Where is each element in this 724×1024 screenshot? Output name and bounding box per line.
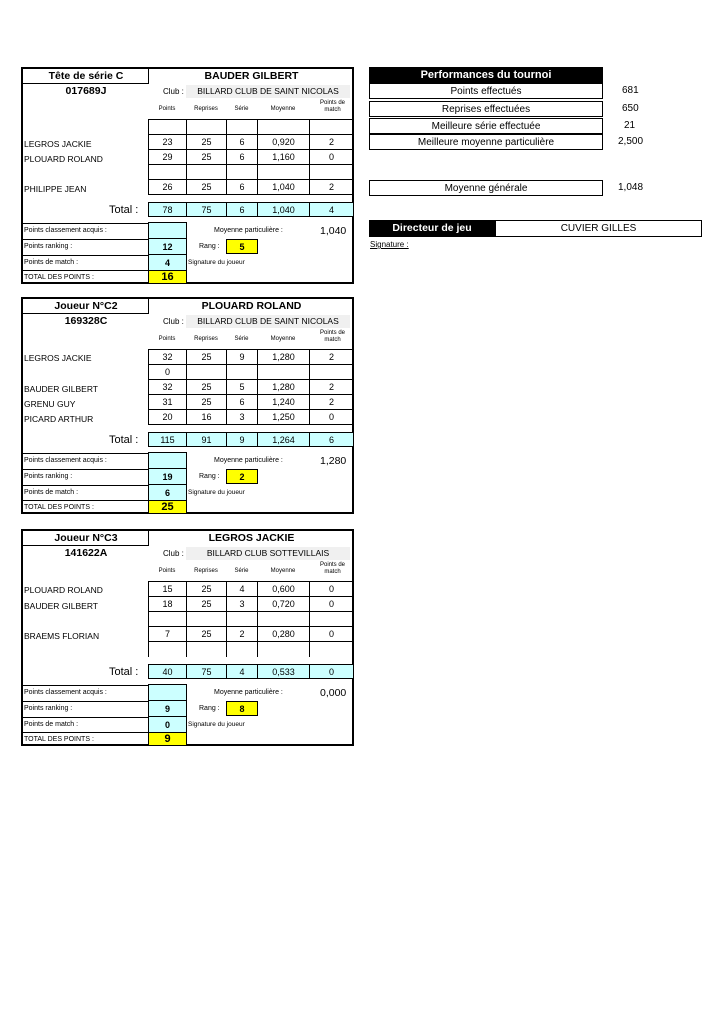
- player-card-3: [21, 529, 354, 746]
- total-serie: 9: [226, 432, 258, 447]
- row-5-name: PICARD ARTHUR: [24, 414, 94, 424]
- card-player-id: 141622A: [64, 547, 108, 559]
- club-label: Club :: [163, 549, 184, 558]
- label-total-points: TOTAL DES POINTS :: [24, 736, 94, 743]
- meilleure-moyenne-label: Meilleure moyenne particulière: [369, 134, 603, 150]
- row-4-serie: 6: [226, 394, 258, 410]
- meilleure-serie-label: Meilleure série effectuée: [369, 118, 603, 134]
- points-match-box: 0: [148, 716, 187, 733]
- col-header-points: Points: [158, 568, 176, 574]
- row-4-serie: 2: [226, 626, 258, 642]
- meilleure-serie-value: 21: [624, 120, 636, 131]
- points-classement-box: [148, 684, 187, 701]
- rang-box: 8: [226, 701, 258, 716]
- row-5-points-match: 2: [309, 179, 354, 195]
- row-4-moyenne: 1,240: [257, 394, 310, 410]
- row-5-reprises: 16: [186, 409, 227, 425]
- col-header-points-match: Points de match: [319, 562, 346, 575]
- col-header-reprises: Reprises: [194, 106, 218, 112]
- row-2-points-match: 0: [309, 596, 354, 612]
- row-3-reprises: [186, 611, 227, 627]
- row-2-serie: 3: [226, 596, 258, 612]
- moyenne-particuliere-label: Moyenne particulière :: [214, 689, 283, 696]
- label-points-match: Points de match :: [24, 259, 79, 266]
- moyenne-particuliere-value: 1,280: [320, 455, 347, 467]
- row-1-name: PLOUARD ROLAND: [24, 585, 103, 595]
- total-serie: 4: [226, 664, 258, 679]
- col-header-moyenne: Moyenne: [270, 106, 296, 112]
- row-4-points: [148, 164, 187, 180]
- row-2-reprises: 25: [186, 134, 227, 150]
- row-1-serie: [226, 119, 258, 135]
- directeur-signature-label: Signature :: [370, 240, 409, 249]
- label-points-classement: Points classement acquis :: [24, 689, 107, 696]
- row-5-points: 20: [148, 409, 187, 425]
- col-header-serie: Série: [234, 568, 249, 574]
- row-1-moyenne: [257, 119, 310, 135]
- row-3-moyenne: 1,280: [257, 379, 310, 395]
- signature-joueur: Signature du joueur: [188, 259, 245, 266]
- total-moyenne: 1,264: [257, 432, 310, 447]
- row-3-reprises: 25: [186, 379, 227, 395]
- row-2-points-match: 2: [309, 134, 354, 150]
- card-player-id: 169328C: [64, 315, 108, 327]
- player-card-2: [21, 297, 354, 514]
- row-5-points-match: 0: [309, 409, 354, 425]
- total-reprises: 75: [186, 664, 227, 679]
- club-label: Club :: [163, 87, 184, 96]
- col-header-points: Points: [158, 336, 176, 342]
- card-title: Joueur N°C2: [54, 300, 118, 312]
- card-title: Joueur N°C3: [54, 532, 118, 544]
- card-player-name: LEGROS JACKIE: [208, 532, 295, 544]
- col-header-serie: Série: [234, 106, 249, 112]
- col-header-moyenne: Moyenne: [270, 568, 296, 574]
- col-header-reprises: Reprises: [194, 336, 218, 342]
- rang-box: 2: [226, 469, 258, 484]
- directeur-de-jeu-label: Directeur de jeu: [369, 220, 495, 237]
- row-5-points-match: [309, 641, 354, 657]
- row-1-moyenne: 0,600: [257, 581, 310, 597]
- points-match-box: 6: [148, 484, 187, 501]
- total-points-match: 4: [309, 202, 354, 217]
- moyenne-particuliere-label: Moyenne particulière :: [214, 457, 283, 464]
- total-label: Total :: [109, 204, 139, 216]
- row-1-points-match: [309, 119, 354, 135]
- total-points: 115: [148, 432, 187, 447]
- label-points-ranking: Points ranking :: [24, 243, 73, 250]
- row-2-serie: 6: [226, 134, 258, 150]
- row-1-serie: 4: [226, 581, 258, 597]
- row-5-serie: 6: [226, 179, 258, 195]
- row-2-points: 18: [148, 596, 187, 612]
- moyenne-particuliere-value: 1,040: [320, 225, 347, 237]
- row-1-points: [148, 119, 187, 135]
- total-serie: 6: [226, 202, 258, 217]
- points-ranking-box: 19: [148, 468, 187, 485]
- row-1-points-match: 0: [309, 581, 354, 597]
- row-3-name: PLOUARD ROLAND: [24, 154, 103, 164]
- points-effectues-label: Points effectués: [369, 83, 603, 99]
- row-3-reprises: 25: [186, 149, 227, 165]
- label-total-points: TOTAL DES POINTS :: [24, 504, 94, 511]
- col-header-serie: Série: [234, 336, 249, 342]
- points-ranking-box: 12: [148, 238, 187, 255]
- total-points-box: 9: [148, 732, 187, 746]
- rang-box: 5: [226, 239, 258, 254]
- row-5-reprises: 25: [186, 179, 227, 195]
- row-4-reprises: [186, 164, 227, 180]
- row-3-serie: 6: [226, 149, 258, 165]
- label-points-ranking: Points ranking :: [24, 705, 73, 712]
- row-4-points-match: [309, 164, 354, 180]
- total-label: Total :: [109, 434, 139, 446]
- row-1-points: 32: [148, 349, 187, 365]
- row-3-moyenne: [257, 611, 310, 627]
- moyenne-particuliere-value: 0,000: [320, 687, 347, 699]
- moyenne-particuliere-label: Moyenne particulière :: [214, 227, 283, 234]
- card-player-name: BAUDER GILBERT: [204, 70, 299, 82]
- row-3-points: 32: [148, 379, 187, 395]
- row-4-serie: [226, 164, 258, 180]
- row-2-reprises: [186, 364, 227, 380]
- col-header-points-match: Points de match: [319, 330, 346, 343]
- row-1-name: LEGROS JACKIE: [24, 353, 92, 363]
- meilleure-moyenne-value: 2,500: [618, 136, 644, 147]
- row-1-points-match: 2: [309, 349, 354, 365]
- row-4-name: GRENU GUY: [24, 399, 76, 409]
- row-4-points-match: 0: [309, 626, 354, 642]
- total-points: 40: [148, 664, 187, 679]
- player-card-1: [21, 67, 354, 284]
- club-name: BILLARD CLUB SOTTEVILLAIS: [186, 547, 350, 560]
- row-3-moyenne: 1,160: [257, 149, 310, 165]
- total-points-match: 6: [309, 432, 354, 447]
- row-5-moyenne: [257, 641, 310, 657]
- row-2-points: 23: [148, 134, 187, 150]
- row-5-reprises: [186, 641, 227, 657]
- total-moyenne: 1,040: [257, 202, 310, 217]
- total-reprises: 91: [186, 432, 227, 447]
- directeur-de-jeu-name: CUVIER GILLES: [495, 220, 702, 237]
- row-2-name: LEGROS JACKIE: [24, 139, 92, 149]
- label-total-points: TOTAL DES POINTS :: [24, 274, 94, 281]
- row-2-moyenne: 0,920: [257, 134, 310, 150]
- card-title: Tête de série C: [48, 70, 124, 82]
- label-points-classement: Points classement acquis :: [24, 227, 107, 234]
- club-label: Club :: [163, 317, 184, 326]
- total-points-box: 16: [148, 270, 187, 284]
- row-4-reprises: 25: [186, 626, 227, 642]
- club-name: BILLARD CLUB DE SAINT NICOLAS: [186, 85, 350, 98]
- moyenne-generale-label: Moyenne générale: [369, 180, 603, 196]
- row-1-serie: 9: [226, 349, 258, 365]
- row-2-serie: [226, 364, 258, 380]
- row-5-serie: 3: [226, 409, 258, 425]
- signature-joueur: Signature du joueur: [188, 721, 245, 728]
- row-1-points: 15: [148, 581, 187, 597]
- total-moyenne: 0,533: [257, 664, 310, 679]
- card-player-id: 017689J: [65, 85, 107, 97]
- row-2-points: 0: [148, 364, 187, 380]
- rang-label: Rang :: [199, 473, 220, 480]
- row-1-moyenne: 1,280: [257, 349, 310, 365]
- total-points: 78: [148, 202, 187, 217]
- club-name: BILLARD CLUB DE SAINT NICOLAS: [186, 315, 350, 328]
- row-4-points: 31: [148, 394, 187, 410]
- col-header-points-match: Points de match: [319, 100, 346, 113]
- row-4-moyenne: [257, 164, 310, 180]
- row-2-reprises: 25: [186, 596, 227, 612]
- moyenne-generale-value: 1,048: [618, 182, 644, 193]
- reprises-effectuees-label: Reprises effectuées: [369, 101, 603, 117]
- row-4-name: BRAEMS FLORIAN: [24, 631, 100, 641]
- row-3-points-match: 0: [309, 149, 354, 165]
- row-4-reprises: 25: [186, 394, 227, 410]
- card-player-name: PLOUARD ROLAND: [201, 300, 302, 312]
- row-2-moyenne: [257, 364, 310, 380]
- label-points-match: Points de match :: [24, 721, 79, 728]
- total-reprises: 75: [186, 202, 227, 217]
- row-3-points: 29: [148, 149, 187, 165]
- row-2-moyenne: 0,720: [257, 596, 310, 612]
- row-2-points-match: [309, 364, 354, 380]
- performances-title: Performances du tournoi: [369, 67, 603, 84]
- col-header-reprises: Reprises: [194, 568, 218, 574]
- points-classement-box: [148, 222, 187, 239]
- row-3-points-match: 2: [309, 379, 354, 395]
- rang-label: Rang :: [199, 243, 220, 250]
- row-4-moyenne: 0,280: [257, 626, 310, 642]
- row-5-moyenne: 1,040: [257, 179, 310, 195]
- row-2-name: BAUDER GILBERT: [24, 601, 99, 611]
- reprises-effectuees-value: 650: [622, 103, 639, 114]
- row-3-points-match: [309, 611, 354, 627]
- total-points-box: 25: [148, 500, 187, 514]
- row-4-points: 7: [148, 626, 187, 642]
- row-5-name: PHILIPPE JEAN: [24, 184, 87, 194]
- points-effectues-value: 681: [622, 85, 639, 96]
- points-ranking-box: 9: [148, 700, 187, 717]
- label-points-match: Points de match :: [24, 489, 79, 496]
- total-label: Total :: [109, 666, 139, 678]
- row-5-serie: [226, 641, 258, 657]
- row-1-reprises: 25: [186, 581, 227, 597]
- row-3-points: [148, 611, 187, 627]
- row-5-points: 26: [148, 179, 187, 195]
- signature-joueur: Signature du joueur: [188, 489, 245, 496]
- row-3-serie: 5: [226, 379, 258, 395]
- col-header-points: Points: [158, 106, 176, 112]
- row-1-reprises: [186, 119, 227, 135]
- row-5-points: [148, 641, 187, 657]
- row-3-serie: [226, 611, 258, 627]
- label-points-classement: Points classement acquis :: [24, 457, 107, 464]
- points-match-box: 4: [148, 254, 187, 271]
- label-points-ranking: Points ranking :: [24, 473, 73, 480]
- row-5-moyenne: 1,250: [257, 409, 310, 425]
- rang-label: Rang :: [199, 705, 220, 712]
- points-classement-box: [148, 452, 187, 469]
- row-4-points-match: 2: [309, 394, 354, 410]
- row-3-name: BAUDER GILBERT: [24, 384, 99, 394]
- total-points-match: 0: [309, 664, 354, 679]
- row-1-reprises: 25: [186, 349, 227, 365]
- col-header-moyenne: Moyenne: [270, 336, 296, 342]
